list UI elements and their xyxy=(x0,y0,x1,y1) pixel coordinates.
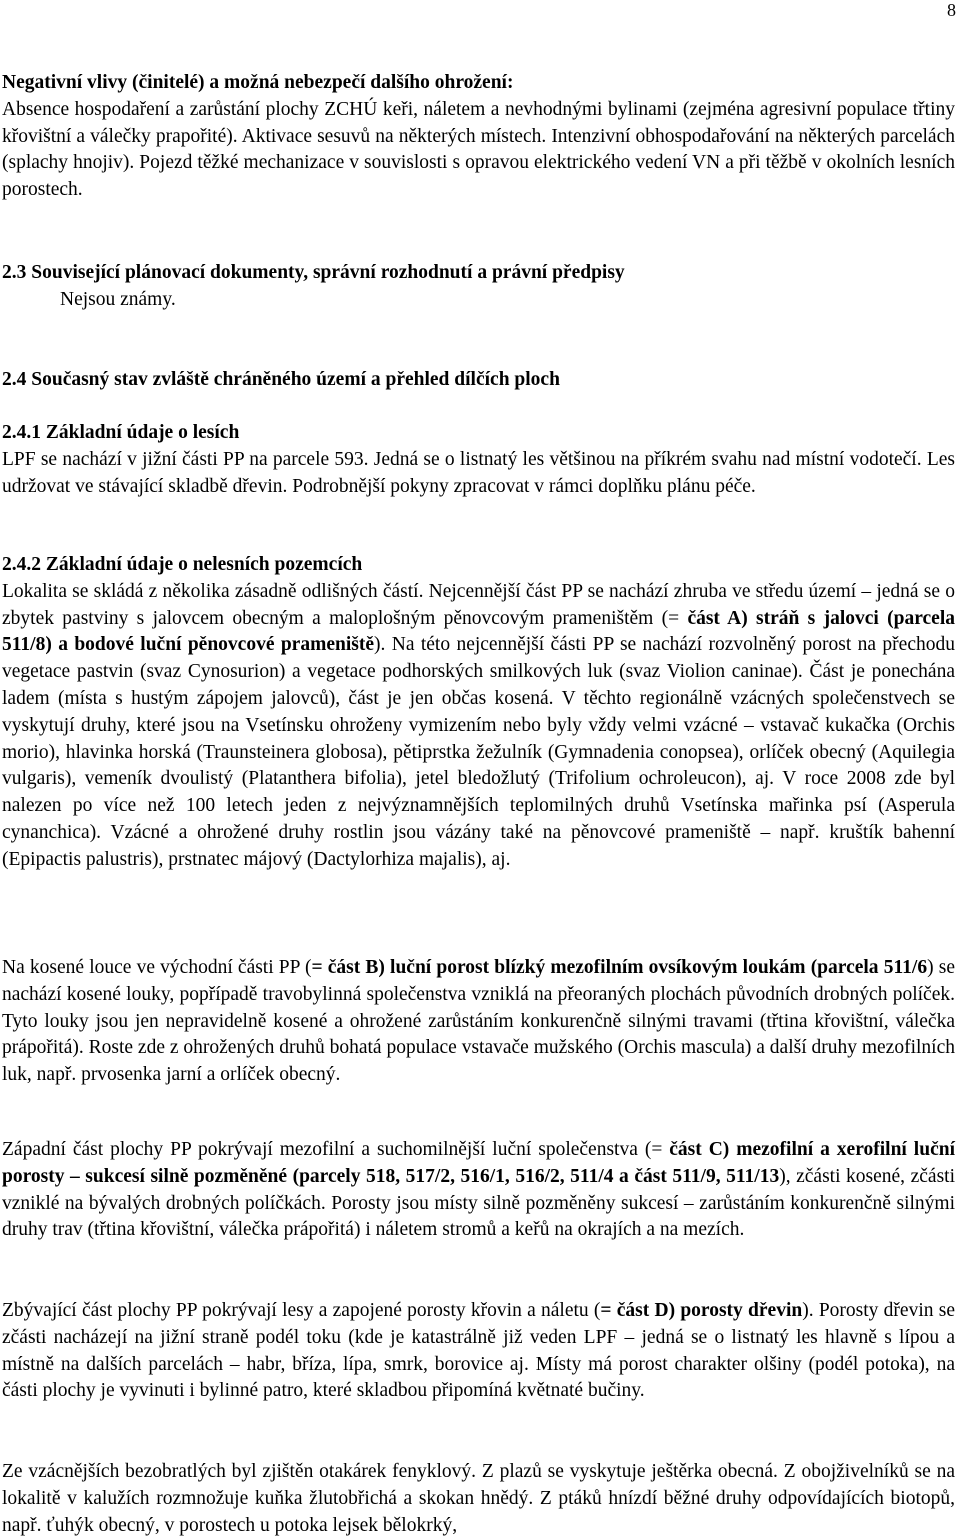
part-a-text-2: ). Na této nejcennější části PP se nachází rozvolněný porost na přechodu vegetace pastvin (svaz Cynosurion) a vegetace podhorských smilkových luk (svaz Violion caninae). Část je ponechána ladem (místa s hustým zápojem jalovců), část je jen občas kosená. V těchto regionálně vzácných společenstvech se vyskytují druhy, které jsou na Vsetínsku ohroženy vymizením nebo byly vždy velmi vzácné – vstavač kukačka (Orchis morio), hlavinka horská (Traunsteinera globosa), pětiprstka žežulník (Gymnadenia conopsea), orlíček obecný (Aquilegia vulgaris), vemeník dvoulistý (Platanthera bifolia), jetel bledožlutý (Trifolium ochroleucon), aj. V roce 2008 zde byl nalezen po více než 100 letech jeden z nejvýznamnějších teplomilných druhů Vsetínska mařinka psí (Asperula cynanchica). Vzácné a ohrožené druhy rostlin jsou vázány také na pěnovcové prameniště – např. kruštík bahenní (Epipactis palustris), prstnatec májový (Dactylorhiza majalis), aj. xyxy=(2,634,955,870)
fauna-paragraph: Ze vzácnějších bezobratlých byl zjištěn otakárek fenyklový. Z plazů se vyskytuje ještěrka obecná. Z obojživelníků se na lokalitě v kalužích rozmnožuje kuňka žlutobřichá a skokan hnědý. Z ptáků hnízdí běžné druhy odpovídajících biotopů, např. ťuhýk obecný, v porostech u potoka lejsek bělokrký, xyxy=(2,1461,955,1536)
part-c-emphasis: část C) mezofilní a xerofilní luční porosty – sukcesí silně pozměněné (parcely 518, 517/2, 516/1, 516/2, 511/4 a část 511/9, 511/13 xyxy=(2,1139,955,1187)
negative-influences-text: Absence hospodaření a zarůstání plochy ZCHÚ keři, náletem a nevhodnými bylinami (zejména agresivní populace třtiny křovištní a válečky prapořité). Aktivace sesuvů na některých místech. Intenzivní obhospodařování na některých parcelách (splachy hnojiv). Pojezd těžké mechanizace v souvislosti s opravou elektrického vedení VN a při těžbě v okolních lesních porostech. xyxy=(2,98,955,201)
part-c-text-1: Západní část plochy PP pokrývají mezofilní a suchomilnější luční společenstva (= xyxy=(2,1139,670,1160)
part-c-text-2: ), zčásti kosené, zčásti vzniklé na bývalých drobných políčkách. Porosty jsou místy silně pozměněny sukcesí – zarůstáním konkurenčně silnými druhy trav (třtina křovištní, válečka prápořitá) i náletem stromů a keřů na okrajích a na mezích. xyxy=(2,1165,955,1241)
section-2-3-text: Nejsou známy. xyxy=(60,288,176,310)
part-b-paragraph xyxy=(2,955,955,1089)
part-a-text-1: Lokalita se skládá z několika zásadně odlišných částí. Nejcennější část PP se nachází zhruba ve středu území – jedná se o zbytek pastviny s jalovcem obecným a maloplošným pěnovcovým prameništěm (= xyxy=(2,580,955,629)
part-c-paragraph xyxy=(2,1137,955,1244)
part-d-emphasis: = část D) porosty dřevin xyxy=(600,1300,803,1321)
part-a-paragraph xyxy=(2,579,955,874)
section-2-4 xyxy=(2,367,955,394)
section-2-4-2 xyxy=(2,552,955,874)
section-2-4-1-text: LPF se nachází v jižní části PP na parcele 593. Jedná se o listnatý les většinou na příkrém svahu nad místní vodotečí. Les udržovat ve stávající skladbě dřevin. Podrobnější pokyny zpracovat v rámci doplňku plánu péče. xyxy=(2,448,955,497)
part-b-emphasis: = část B) luční porost blízký mezofilním ovsíkovým loukám (parcela 511/6 xyxy=(311,957,928,978)
page-number: 8 xyxy=(947,0,956,20)
part-d-section xyxy=(2,1298,955,1405)
part-b-text-2: ) se nachází kosené louky, popřípadě travobylinná společenstva vzniklá na přeoraných plochách původních drobných políček. Tyto louky jsou jen nepravidelně kosené a ohrožené zarůstáním konkurenčně silnými travami (třtina křovištní, válečka prápořitá). Roste zde z ohrožených druhů bohatá populace vstavače mužského (Orchis mascula) a další druhy mezofilních luk, např. prvosenka jarní a orlíček obecný. xyxy=(2,957,955,1086)
section-2-4-1-heading: 2.4.1 Základní údaje o lesích xyxy=(2,422,240,443)
part-d-text-2: ). Porosty dřevin se zčásti nacházejí na jižní straně podél toku (kde je katastrálně již veden LPF – jedná se o listnatý les hlavně s lípou a místně na dalších parcelách – habr, bříza, lípa, smrk, borovice aj. Místy má porost charakter olšiny (podél potoka), na části plochy je vyvinuti i bylinné patro, které skladbou připomíná květnaté bučiny. xyxy=(2,1300,955,1402)
section-2-3-heading: 2.3 Související plánovací dokumenty, správní rozhodnutí a právní předpisy xyxy=(2,262,625,283)
section-2-3 xyxy=(2,260,955,314)
negative-influences-section xyxy=(2,70,955,204)
part-d-text-1: Zbývající část plochy PP pokrývají lesy a zapojené porosty křovin a náletu ( xyxy=(2,1300,601,1321)
part-c-section xyxy=(2,1137,955,1244)
fauna-section xyxy=(2,1459,955,1539)
section-2-4-heading: 2.4 Současný stav zvláště chráněného území a přehled dílčích ploch xyxy=(2,369,560,390)
section-2-4-1 xyxy=(2,420,955,500)
part-d-paragraph xyxy=(2,1298,955,1405)
part-b-text-1: Na kosené louce ve východní části PP ( xyxy=(2,957,312,978)
section-2-4-2-heading: 2.4.2 Základní údaje o nelesních pozemcích xyxy=(2,554,363,575)
part-a-emphasis: část A) stráň s jalovci (parcela 511/8) a bodové luční pěnovcové prameniště xyxy=(2,607,955,656)
part-b-section xyxy=(2,955,955,1089)
negative-influences-heading: Negativní vlivy (činitelé) a možná nebezpečí dalšího ohrožení: xyxy=(2,72,514,93)
